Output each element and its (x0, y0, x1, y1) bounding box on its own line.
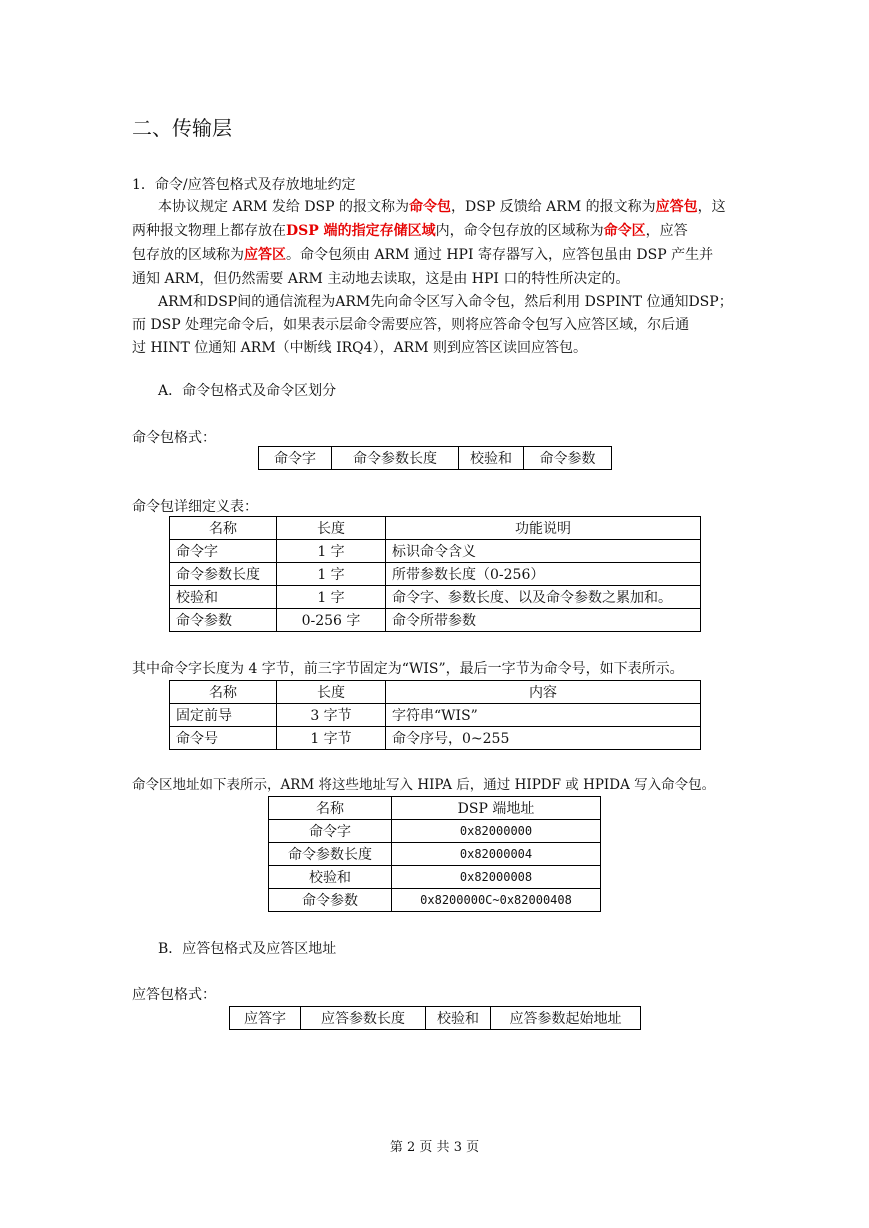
format-cell: 命令字 (259, 447, 332, 470)
table-cell: 校验和 (170, 586, 277, 609)
table-header-row (170, 517, 701, 540)
page-footer: 第 2 页 共 3 页 (389, 1140, 480, 1155)
table-row (269, 889, 601, 912)
format-cell: 应答参数起始地址 (491, 1007, 641, 1030)
para2-line2: 而 DSP 处理完命令后，如果表示层命令需要应答，则将应答命令包写入应答区域，尔后通 (132, 317, 690, 333)
format-cell: 校验和 (426, 1007, 491, 1030)
detail-table-label: 命令包详细定义表： (132, 499, 258, 515)
para1-line3: 包存放的区域称为应答区。命令包须由 ARM 通过 HPI 寄存器写入，应答包虽由 DSP 产生并 (132, 247, 714, 263)
section-heading: 二、传输层 (132, 116, 232, 140)
table-cell: 命令字 (269, 820, 392, 843)
para1-line4: 通知 ARM，但仍然需要 ARM 主动地去读取，这是由 HPI 口的特性所决定的。 (132, 271, 630, 287)
table-cell: 命令所带参数 (386, 609, 701, 632)
table-cell: 1 字 (277, 586, 386, 609)
table-row (269, 820, 601, 843)
table-cell: 0x82000004 (392, 843, 601, 866)
header-cell: 长度 (277, 517, 386, 540)
format-cell: 应答参数长度 (301, 1007, 426, 1030)
section-b-title: B．应答包格式及应答区地址 (158, 941, 337, 957)
table-cell: 命令序号，0~255 (386, 727, 701, 750)
subsection-title: 1．命令/应答包格式及存放地址约定 (132, 177, 356, 193)
table-cell: 0x82000008 (392, 866, 601, 889)
table-cell: 命令参数 (269, 889, 392, 912)
address-table-label: 命令区地址如下表所示，ARM 将这些地址写入 HIPA 后，通过 HIPDF 或 HPIDA 写入命令包。 (132, 777, 716, 793)
header-cell: 长度 (277, 681, 386, 704)
para1-line1: 本协议规定 ARM 发给 DSP 的报文称为命令包，DSP 反馈给 ARM 的报文称为应答包，这 (158, 199, 726, 215)
table-cell: 校验和 (269, 866, 392, 889)
table-row (269, 843, 601, 866)
table-cell: 0x8200000C~0x82000408 (392, 889, 601, 912)
response-format-label: 应答包格式： (132, 987, 216, 1003)
table-cell: 命令号 (170, 727, 277, 750)
table-row (170, 609, 701, 632)
table-cell: 0-256 字 (277, 609, 386, 632)
table-cell: 字符串“WIS” (386, 704, 701, 727)
table-cell: 命令参数长度 (170, 563, 277, 586)
table-header-row (269, 797, 601, 820)
header-cell: 名称 (269, 797, 392, 820)
table-cell: 3 字节 (277, 704, 386, 727)
table-cell: 标识命令含义 (386, 540, 701, 563)
detail-table (169, 516, 701, 632)
header-cell: 内容 (386, 681, 701, 704)
format-cell: 命令参数 (524, 447, 612, 470)
table-cell: 0x82000000 (392, 820, 601, 843)
command-format-label: 命令包格式： (132, 430, 216, 446)
term-command-packet: 命令包 (409, 199, 452, 215)
command-word-label: 其中命令字长度为 4 字节，前三字节固定为“WIS”，最后一字节为命令号，如下表所示。 (132, 661, 684, 677)
header-cell: 功能说明 (386, 517, 701, 540)
table-cell: 命令参数长度 (269, 843, 392, 866)
term-response-area: 应答区 (244, 247, 286, 263)
command-format-table (258, 446, 612, 470)
table-cell: 1 字 (277, 540, 386, 563)
para1-line2: 两种报文物理上都存放在DSP 端的指定存储区域内，命令包存放的区域称为命令区，应答 (132, 223, 688, 239)
table-cell: 命令参数 (170, 609, 277, 632)
header-cell: DSP 端地址 (392, 797, 601, 820)
table-row (170, 704, 701, 727)
para2-line3: 过 HINT 位通知 ARM（中断线 IRQ4），ARM 则到应答区读回应答包。 (132, 340, 588, 356)
table-row (170, 540, 701, 563)
term-response-packet: 应答包 (655, 199, 698, 215)
table-row (170, 727, 701, 750)
table-cell: 命令字 (170, 540, 277, 563)
para2-line1: ARM和DSP间的通信流程为ARM先向命令区写入命令包，然后利用 DSPINT 位通知DSP； (158, 294, 733, 310)
command-word-table (169, 680, 701, 750)
table-cell: 所带参数长度（0-256） (386, 563, 701, 586)
table-cell: 1 字 (277, 563, 386, 586)
format-cell: 命令参数长度 (332, 447, 459, 470)
format-cell: 校验和 (459, 447, 524, 470)
response-format-table (229, 1006, 641, 1030)
table-row (170, 563, 701, 586)
command-address-table (268, 796, 601, 912)
term-dsp-storage: DSP 端的指定存储区域 (286, 223, 436, 239)
table-row (269, 866, 601, 889)
format-cell: 应答字 (230, 1007, 301, 1030)
table-cell: 固定前导 (170, 704, 277, 727)
table-row (170, 586, 701, 609)
header-cell: 名称 (170, 517, 277, 540)
table-cell: 命令字、参数长度、以及命令参数之累加和。 (386, 586, 701, 609)
table-header-row (170, 681, 701, 704)
header-cell: 名称 (170, 681, 277, 704)
term-command-area: 命令区 (603, 223, 646, 239)
table-cell: 1 字节 (277, 727, 386, 750)
section-a-title: A．命令包格式及命令区划分 (158, 383, 337, 399)
